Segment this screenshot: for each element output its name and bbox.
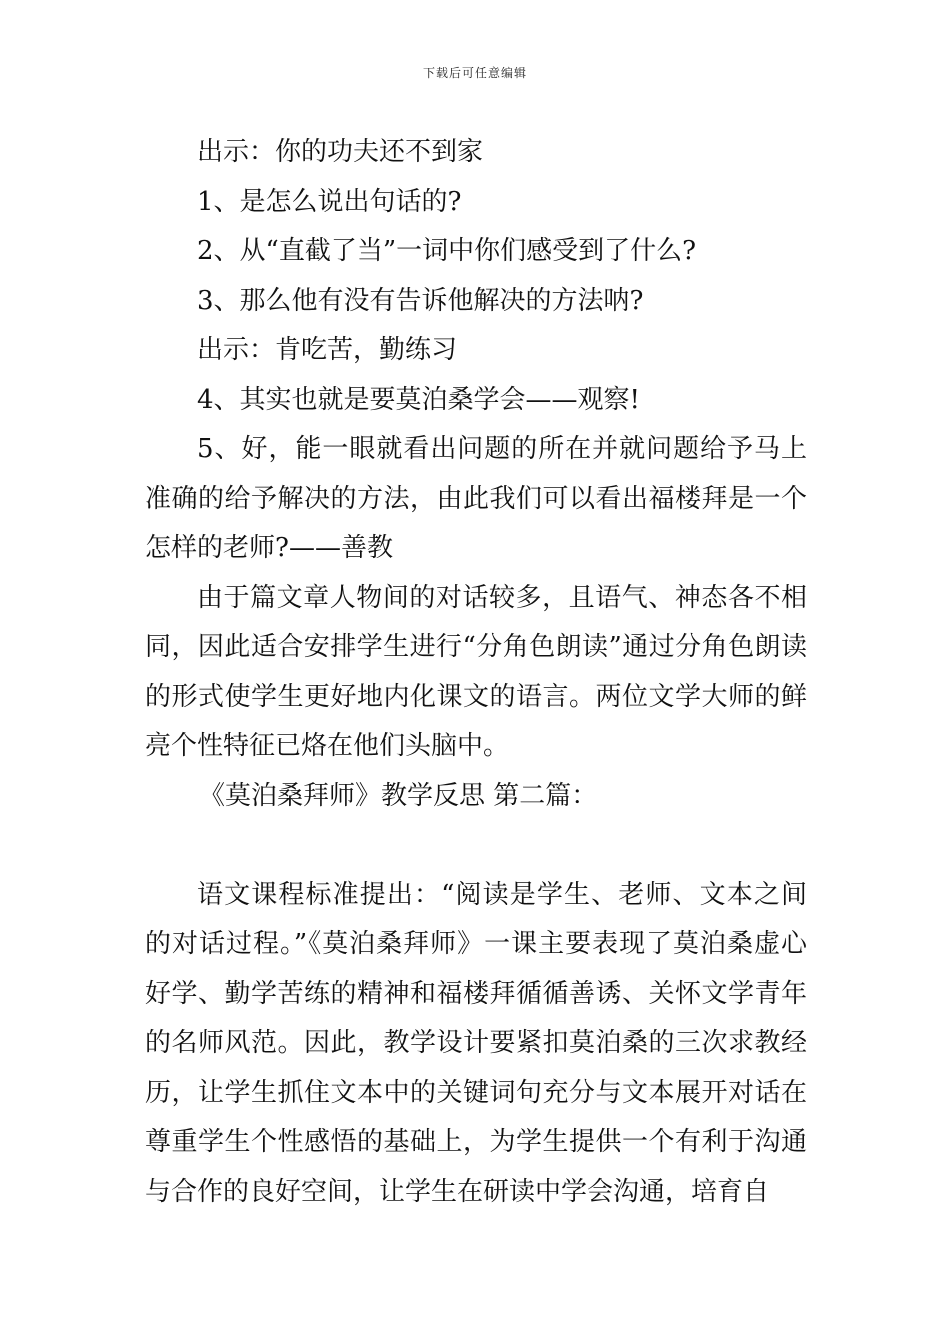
paragraph-question-1: 1、是怎么说出句话的? (197, 186, 462, 217)
blank-line (145, 821, 807, 871)
document-body (145, 128, 807, 1217)
paragraph-show-2: 出示：肯吃苦，勤练习 (197, 335, 458, 365)
section-title: 《莫泊桑拜师》教学反思 第二篇： (199, 780, 598, 811)
paragraph-reflection: 语文课程标准提出：“阅读是学生、老师、文本之间的对话过程。”《莫泊桑拜师》一课主要表现了莫泊桑虚心好学、勤学苦练的精神和福楼拜循循善诱、关怀文学青年的名师风范。因此，教学设计要紧扣莫泊桑的三次求教经历，让学生抓住文本中的关键词句充分与文本展开对话在尊重学生个性感悟的基础上，为学生提供一个有利于沟通与合作的良好空间，让学生在研读中学会沟通，培育自 (145, 879, 807, 1207)
paragraph-point-4: 4、其实也就是要莫泊桑学会——观察! (197, 384, 640, 415)
paragraph-question-3: 3、那么他有没有告诉他解决的方法呐? (197, 285, 644, 316)
paragraph-point-5: 5、好，能一眼就看出问题的所在并就问题给予马上准确的给予解决的方法，由此我们可以看出福楼拜是一个怎样的老师?——善教 (145, 434, 807, 563)
page-header: 下载后可任意编辑 (422, 66, 527, 80)
paragraph-question-2: 2、从“直截了当”一词中你们感受到了什么? (197, 236, 697, 266)
paragraph-dialogue-reading: 由于篇文章人物间的对话较多，且语气、神态各不相同，因此适合安排学生进行“分角色朗读”通过分角色朗读的形式使学生更好地内化课文的语言。两位文学大师的鲜亮个性特征已烙在他们头脑中。 (145, 582, 807, 761)
paragraph-show-1: 出示：你的功夫还不到家 (197, 137, 484, 167)
